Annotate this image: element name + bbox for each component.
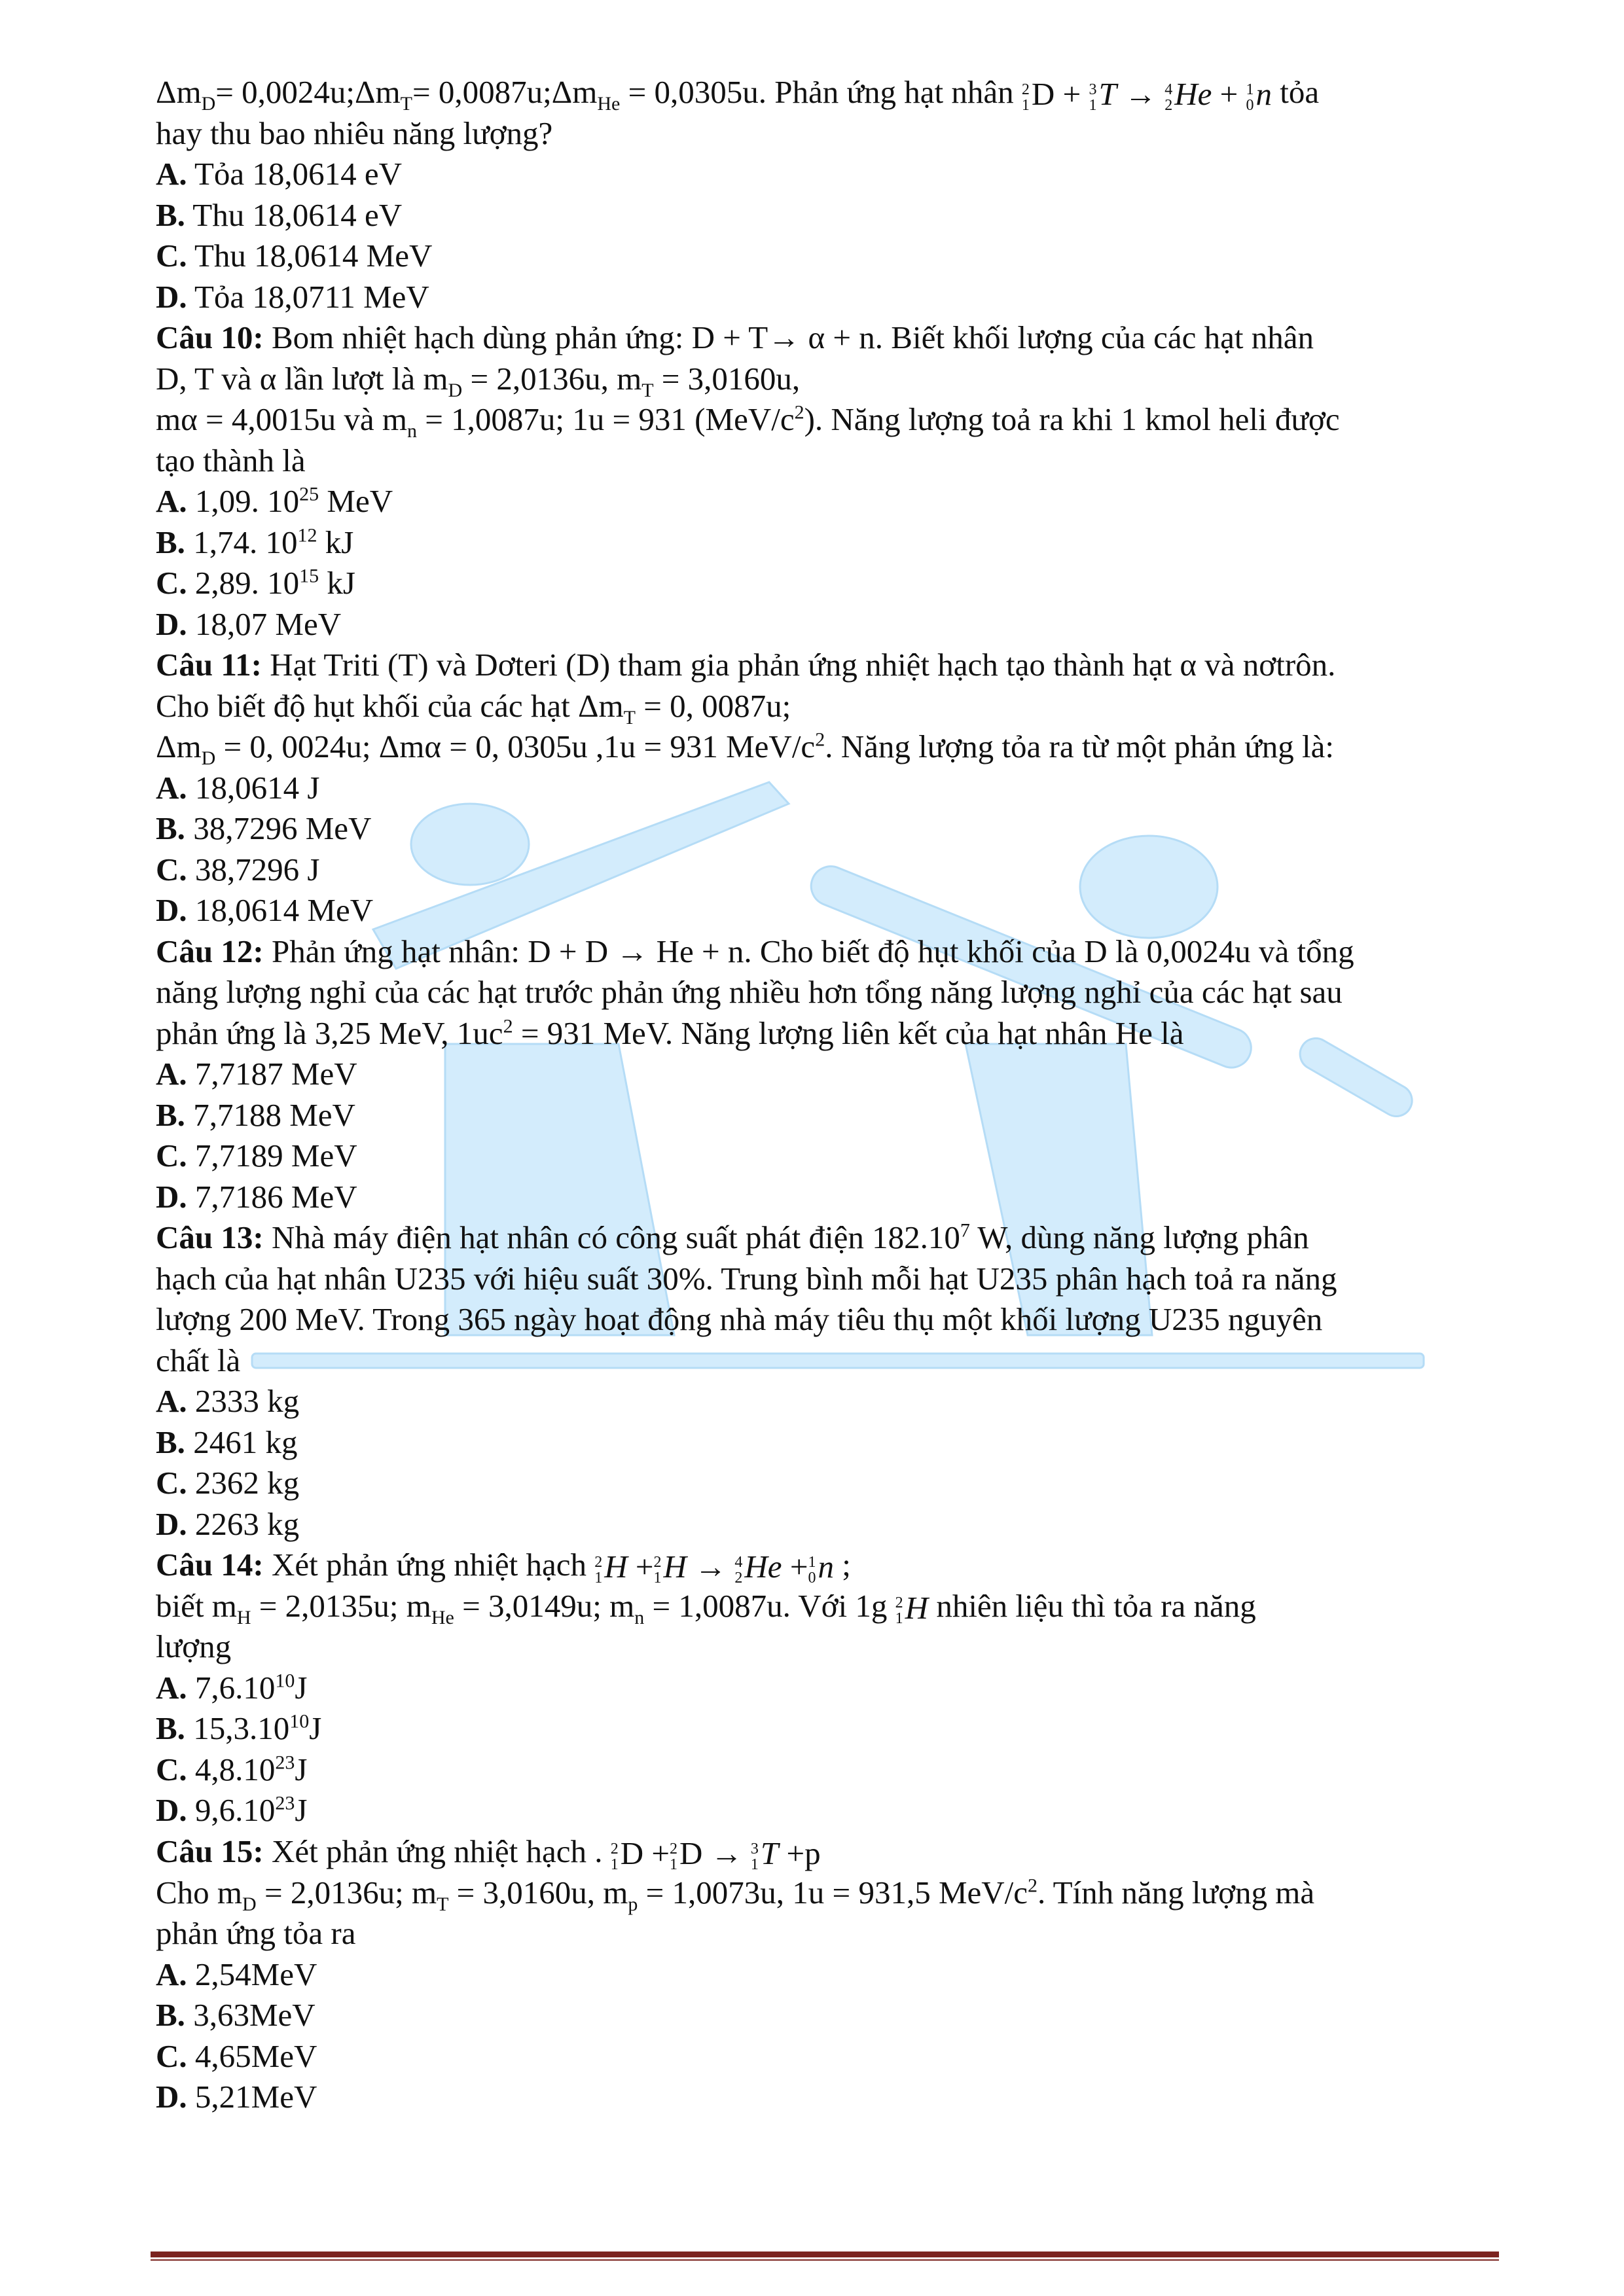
q15-line-1: Câu 15: Xét phản ứng nhiệt hạch . 2 1 D + 2 1 D → 3 1 T +p — [156, 1833, 821, 1873]
intro-option-b: B. Thu 18,0614 eV — [156, 196, 403, 233]
q10-line-2: D, T và α lần lượt là $m_D = 2,0136u$, $m_T = 3,0160u$, — [156, 360, 801, 401]
q12-option-b: B. 7,7188 MeV — [156, 1096, 355, 1133]
q12-line-2: năng lượng nghỉ của các hạt trước phản ứng nhiều hơn tổng năng lượng nghỉ của các hạt sau — [156, 974, 1343, 1011]
q15-option-a: A. 2,54MeV — [156, 1956, 317, 1992]
q15-option-d: D. 5,21MeV — [156, 2079, 317, 2115]
q15-option-b: B. 3,63MeV — [156, 1997, 316, 2033]
q12-label: Câu 12: — [156, 933, 264, 969]
q15-label: Câu 15: — [156, 1833, 264, 1869]
q15-option-c: C. 4,65MeV — [156, 2037, 317, 2074]
q13-line-3: lượng 200 MeV. Trong 365 ngày hoạt động nhà máy tiêu thụ một khối lượng U235 nguyên — [156, 1301, 1323, 1338]
reaction-equation: 2 1 D + 3 1 T → 4 2 He + 1 0 n — [1021, 75, 1272, 114]
intro-option-d: D. Tỏa 18,0711 MeV — [156, 278, 429, 315]
q10-line-3: mα = 4,0015u và $m_n = 1,0087u$; 1u = 931 $(MeV/c^2)$. Năng lượng toả ra khi 1 kmol heli được — [156, 401, 1340, 442]
q14-reaction-equation: 2 1 H + 2 1 H → 4 2 He + 1 0 n — [594, 1549, 834, 1587]
q11-line-3: $\Delta m_D = 0$, 0024u; Δmα = 0, 0305u ,1u = 931 MeV/$c^2$. Năng lượng tỏa ra từ một phản ứng là: — [156, 728, 1335, 769]
q12-option-d: D. 7,7186 MeV — [156, 1178, 357, 1215]
intro-option-a: A. Tỏa 18,0614 eV — [156, 156, 403, 192]
footer-rule — [151, 2251, 1499, 2261]
q10-option-b: B. 1,74. $10^{12}$ kJ — [156, 524, 354, 560]
q14-option-c: C. 4,8.10$^{23}$J — [156, 1751, 308, 1787]
q12-line-3: phản ứng là 3,25 MeV, $1uc^2 = 931$ MeV. Năng lượng liên kết của hạt nhân He là — [156, 1014, 1184, 1051]
q14-line-1: Câu 14: Xét phản ứng nhiệt hạch 2 1 H + 2 1 H → 4 2 He + 1 0 n ; — [156, 1547, 851, 1587]
intro-line-2: hay thu bao nhiêu năng lượng? — [156, 115, 553, 151]
q12-option-c: C. 7,7189 MeV — [156, 1138, 357, 1174]
intro-option-c: C. Thu 18,0614 MeV — [156, 238, 433, 274]
q10-label: Câu 10: — [156, 319, 264, 356]
q14-option-a: A. 7,6.10$^{10}$J — [156, 1669, 308, 1706]
q13-option-c: C. 2362 kg — [156, 1465, 300, 1501]
q11-label: Câu 11: — [156, 647, 262, 683]
q14-label: Câu 14: — [156, 1547, 264, 1583]
q15-line-2: Cho $m_D = 2,0136u$; $m_T = 3,0160u$, $m_p = 1,0073u$, 1u = 931,5 MeV/$c^2$. Tính năng lượng mà — [156, 1874, 1315, 1915]
q13-line-1: Câu 13: Nhà máy điện hạt nhân có công suất phát điện 182.10$^7$ W, dùng năng lượng phân — [156, 1219, 1309, 1256]
q13-option-b: B. 2461 kg — [156, 1424, 298, 1460]
q15-reaction-equation: 2 1 D + 2 1 D → 3 1 T +p — [610, 1835, 821, 1873]
q12-option-a: A. 7,7187 MeV — [156, 1056, 357, 1092]
q10-line-4: tạo thành là — [156, 442, 306, 478]
q14-line-3: lượng — [156, 1628, 232, 1665]
footer-rule-thick — [151, 2251, 1499, 2257]
q13-option-a: A. 2333 kg — [156, 1383, 300, 1420]
q14-fuel-nuclide: 2 1 H — [895, 1589, 929, 1628]
q11-option-a: A. 18,0614 J — [156, 769, 320, 806]
q11-line-2: Cho biết độ hụt khối của các hạt $\Delta m_T = 0$, 0087u; — [156, 687, 791, 728]
q11-line-1: Câu 11: Hạt Triti (T) và Dơteri (D) tham gia phản ứng nhiệt hạch tạo thành hạt α và nơtrôn. — [156, 647, 1336, 683]
q13-label: Câu 13: — [156, 1219, 264, 1256]
footer-rule-thin — [151, 2259, 1499, 2261]
q14-option-b: B. 15,3.10$^{10}$J — [156, 1710, 322, 1747]
q10-option-d: D. 18,07 MeV — [156, 605, 342, 642]
intro-line-1: $\Delta m_D=$ $0,0024u;\Delta m_T=$ $0,0087u;\Delta m_{He} = 0,0305u$. Phản ứng hạt nhân 2 1 D + 3 1 T → 4 2 He + 1 0 n tỏa — [156, 74, 1320, 115]
q11-option-c: C. 38,7296 J — [156, 851, 320, 888]
document-body — [156, 72, 1504, 2118]
q13-line-2: hạch của hạt nhân U235 với hiệu suất 30%. Trung bình mỗi hạt U235 phân hạch toả ra năng — [156, 1260, 1337, 1297]
q10-line-1: Câu 10: Bom nhiệt hạch dùng phản ứng: D + T→ α + n. Biết khối lượng của các hạt nhân — [156, 319, 1314, 356]
q13-line-4: chất là — [156, 1342, 241, 1378]
q10-option-a: A. 1,09. $10^{25}$ MeV — [156, 483, 393, 520]
q12-line-1: Câu 12: Phản ứng hạt nhân: D + D → He + n. Cho biết độ hụt khối của D là 0,0024u và tổng — [156, 933, 1354, 969]
q14-option-d: D. 9,6.10$^{23}$J — [156, 1792, 308, 1829]
q15-line-3: phản ứng tỏa ra — [156, 1915, 356, 1951]
q11-option-b: B. 38,7296 MeV — [156, 810, 372, 847]
q13-option-d: D. 2263 kg — [156, 1505, 300, 1542]
q11-option-d: D. 18,0614 MeV — [156, 892, 374, 929]
q10-option-c: C. 2,89. $10^{15}$ kJ — [156, 565, 355, 601]
q14-line-2: biết $m_H = 2,0135u$; $m_{He} = 3,0149u$; $m_n = 1,0087u$. Với 1g 2 1 H nhiên liệu thì tỏa ra năng — [156, 1587, 1256, 1628]
